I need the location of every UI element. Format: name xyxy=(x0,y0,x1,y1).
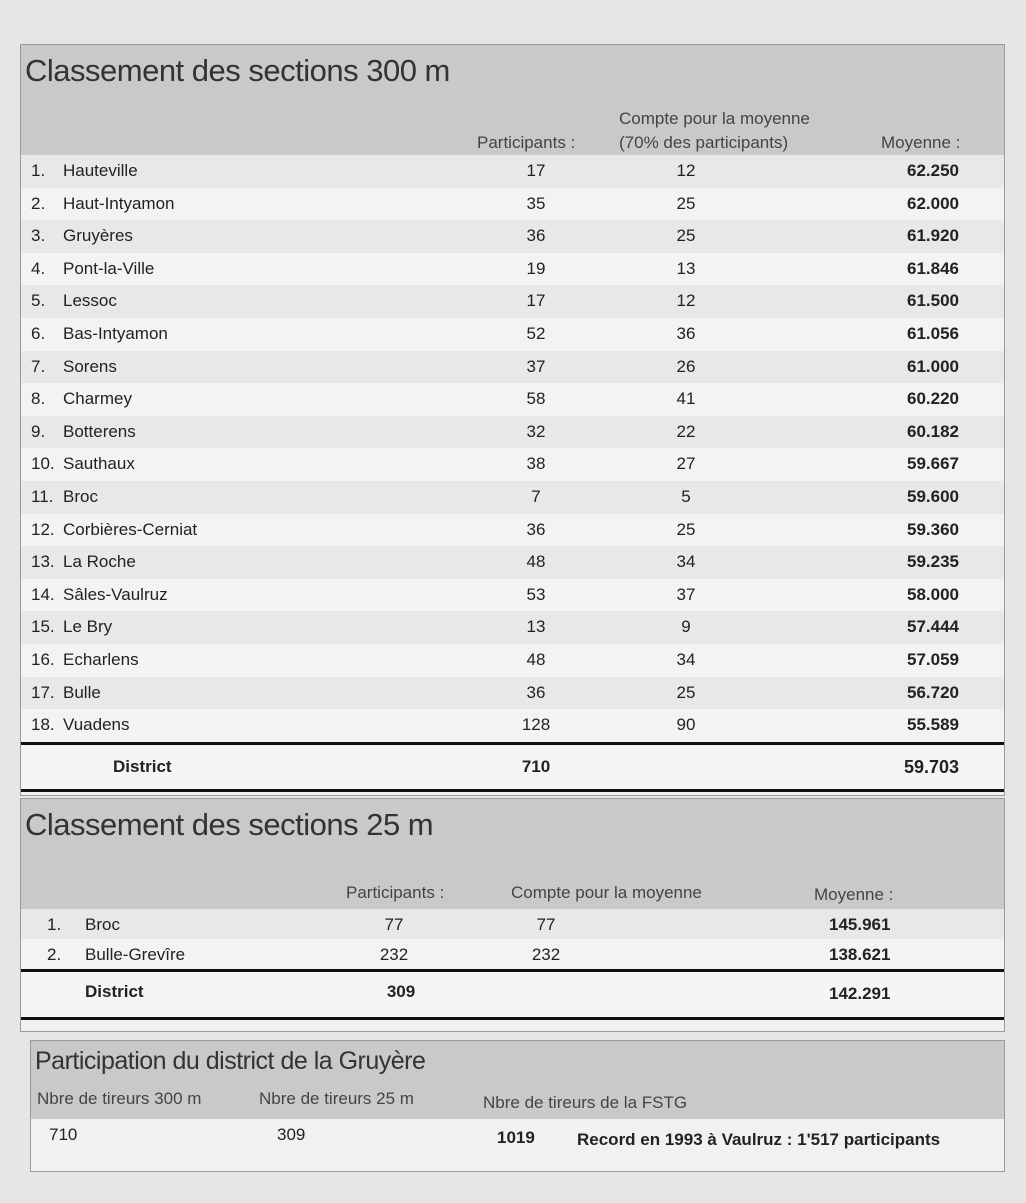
table-row xyxy=(21,939,1004,969)
col-participants: Participants : xyxy=(477,133,576,152)
cell-rank: 1. xyxy=(47,915,62,934)
cell-participants: 19 xyxy=(526,258,546,278)
district-moyenne: 59.703 xyxy=(903,756,959,777)
cell-moyenne: 58.000 xyxy=(907,584,959,604)
cell-section-name: Corbières-Cerniat xyxy=(63,519,198,539)
participation-table xyxy=(30,1040,1005,1172)
value-25m: 309 xyxy=(277,1125,306,1144)
cell-section-name: Broc xyxy=(63,486,98,506)
cell-moyenne: 62.250 xyxy=(907,161,959,180)
table-row xyxy=(21,383,1004,416)
district-row xyxy=(21,742,1004,792)
cell-rank: 16. xyxy=(31,649,55,669)
table-row xyxy=(21,351,1004,384)
cell-rank: 4. xyxy=(31,258,46,278)
table-row xyxy=(21,909,1004,939)
table-header xyxy=(21,45,1004,155)
cell-moyenne: 60.220 xyxy=(907,389,959,409)
cell-moyenne: 61.920 xyxy=(907,226,959,246)
cell-participants: 77 xyxy=(384,915,404,934)
cell-rank: 6. xyxy=(31,323,46,343)
cell-moyenne: 138.621 xyxy=(829,945,891,964)
cell-section-name: Vuadens xyxy=(63,715,130,735)
cell-section-name: Charmey xyxy=(63,389,132,409)
cell-moyenne: 57.059 xyxy=(907,649,959,669)
table-row xyxy=(21,416,1004,449)
cell-participants: 36 xyxy=(526,682,546,702)
table-row xyxy=(21,611,1004,644)
cell-section-name: Pont-la-Ville xyxy=(63,258,155,278)
cell-rank: 5. xyxy=(31,291,46,311)
cell-compte: 232 xyxy=(531,945,561,964)
table-row xyxy=(21,448,1004,481)
cell-rank: 9. xyxy=(31,421,46,441)
cell-section-name: Bulle xyxy=(63,682,101,702)
district-moyenne: 142.291 xyxy=(829,984,891,1003)
cell-participants: 7 xyxy=(531,486,541,506)
value-300m: 710 xyxy=(49,1125,78,1144)
cell-moyenne: 60.182 xyxy=(907,421,959,441)
col-moyenne: Moyenne : xyxy=(814,885,894,904)
cell-compte: 26 xyxy=(676,356,696,376)
section-title: Classement des sections 25 m xyxy=(25,807,434,842)
cell-participants: 36 xyxy=(526,226,546,246)
value-fstg: 1019 xyxy=(497,1128,535,1147)
cell-participants: 128 xyxy=(521,715,551,735)
col-fstg: Nbre de tireurs de la FSTG xyxy=(483,1093,688,1112)
cell-moyenne: 61.000 xyxy=(907,356,959,376)
cell-section-name: Sâles-Vaulruz xyxy=(63,584,168,604)
table-body xyxy=(21,155,1004,742)
cell-participants: 37 xyxy=(526,356,546,376)
col-participants: Participants : xyxy=(346,883,445,902)
cell-compte: 25 xyxy=(676,193,696,213)
table-row xyxy=(21,285,1004,318)
cell-participants: 13 xyxy=(526,617,546,637)
cell-compte: 5 xyxy=(681,486,691,506)
record-note: Record en 1993 à Vaulruz : 1'517 participants xyxy=(577,1130,941,1149)
table-row xyxy=(21,579,1004,612)
cell-participants: 17 xyxy=(526,291,546,311)
ranking-300m-table xyxy=(20,44,1005,796)
cell-moyenne: 145.961 xyxy=(829,915,891,934)
cell-compte: 22 xyxy=(676,421,696,441)
cell-rank: 12. xyxy=(31,519,55,539)
table-header xyxy=(21,799,1004,909)
district-participants: 710 xyxy=(521,756,551,776)
district-participants: 309 xyxy=(386,982,416,1001)
cell-rank: 2. xyxy=(31,193,46,213)
cell-moyenne: 62.000 xyxy=(907,193,959,213)
cell-compte: 34 xyxy=(676,552,696,572)
cell-participants: 36 xyxy=(526,519,546,539)
cell-compte: 34 xyxy=(676,649,696,669)
cell-section-name: Bulle-Grevîre xyxy=(85,945,186,964)
section-title: Classement des sections 300 m xyxy=(25,53,450,88)
cell-compte: 37 xyxy=(676,584,696,604)
cell-section-name: Botterens xyxy=(63,421,136,441)
cell-compte: 25 xyxy=(676,226,696,246)
cell-compte: 12 xyxy=(676,291,696,311)
cell-rank: 7. xyxy=(31,356,46,376)
table-row xyxy=(21,220,1004,253)
district-label: District xyxy=(113,756,172,776)
table-row xyxy=(21,677,1004,710)
district-label: District xyxy=(85,982,144,1001)
cell-participants: 17 xyxy=(526,161,546,180)
cell-moyenne: 61.500 xyxy=(907,291,959,311)
cell-moyenne: 59.235 xyxy=(907,552,959,572)
table-row xyxy=(21,155,1004,188)
district-row xyxy=(21,969,1004,1020)
cell-section-name: Haut-Intyamon xyxy=(63,193,175,213)
cell-section-name: Le Bry xyxy=(63,617,113,637)
table-row xyxy=(21,253,1004,286)
cell-participants: 53 xyxy=(526,584,546,604)
cell-moyenne: 61.846 xyxy=(907,258,959,278)
table-row xyxy=(21,481,1004,514)
col-compte-sub: (70% des participants) xyxy=(619,133,789,152)
table-header xyxy=(31,1041,1004,1119)
cell-compte: 9 xyxy=(681,617,691,637)
cell-participants: 232 xyxy=(379,945,409,964)
cell-participants: 48 xyxy=(526,552,546,572)
col-compte: Compte pour la moyenne xyxy=(511,883,702,902)
cell-moyenne: 61.056 xyxy=(907,323,959,343)
cell-section-name: La Roche xyxy=(63,552,136,572)
cell-compte: 13 xyxy=(676,258,696,278)
cell-participants: 52 xyxy=(526,323,546,343)
cell-section-name: Echarlens xyxy=(63,649,139,669)
cell-moyenne: 57.444 xyxy=(907,617,959,637)
participation-row xyxy=(31,1119,1004,1171)
cell-rank: 17. xyxy=(31,682,55,702)
cell-compte: 27 xyxy=(676,454,696,474)
cell-rank: 11. xyxy=(31,486,54,506)
cell-compte: 90 xyxy=(676,715,696,735)
col-300m: Nbre de tireurs 300 m xyxy=(37,1089,202,1108)
cell-section-name: Sorens xyxy=(63,356,117,376)
cell-rank: 3. xyxy=(31,226,46,246)
cell-section-name: Bas-Intyamon xyxy=(63,323,168,343)
cell-participants: 48 xyxy=(526,649,546,669)
col-compte: Compte pour la moyenne xyxy=(619,109,810,128)
cell-rank: 8. xyxy=(31,389,46,409)
cell-moyenne: 56.720 xyxy=(907,682,959,702)
cell-section-name: Hauteville xyxy=(63,161,138,180)
cell-compte: 25 xyxy=(676,682,696,702)
table-body xyxy=(21,909,1004,969)
table-row xyxy=(21,709,1004,742)
cell-section-name: Gruyères xyxy=(63,226,133,246)
cell-rank: 1. xyxy=(31,161,46,180)
cell-compte: 12 xyxy=(676,161,696,180)
cell-rank: 13. xyxy=(31,552,55,572)
cell-participants: 32 xyxy=(526,421,546,441)
cell-rank: 14. xyxy=(31,584,55,604)
section-title: Participation du district de la Gruyère xyxy=(35,1047,426,1075)
cell-section-name: Broc xyxy=(85,915,120,934)
cell-moyenne: 59.360 xyxy=(907,519,959,539)
cell-rank: 2. xyxy=(47,945,62,964)
cell-moyenne: 55.589 xyxy=(907,715,959,735)
cell-compte: 77 xyxy=(536,915,556,934)
ranking-25m-table xyxy=(20,798,1005,1032)
cell-moyenne: 59.667 xyxy=(907,454,959,474)
cell-compte: 25 xyxy=(676,519,696,539)
col-25m: Nbre de tireurs 25 m xyxy=(259,1089,414,1108)
table-row xyxy=(21,318,1004,351)
cell-participants: 38 xyxy=(526,454,546,474)
table-row xyxy=(21,546,1004,579)
cell-moyenne: 59.600 xyxy=(907,486,959,506)
cell-rank: 15. xyxy=(31,617,55,637)
col-moyenne: Moyenne : xyxy=(881,133,961,152)
cell-rank: 18. xyxy=(31,715,55,735)
cell-compte: 41 xyxy=(676,389,696,409)
cell-compte: 36 xyxy=(676,323,696,343)
table-row xyxy=(21,644,1004,677)
cell-section-name: Sauthaux xyxy=(63,454,135,474)
cell-participants: 35 xyxy=(526,193,546,213)
cell-section-name: Lessoc xyxy=(63,291,117,311)
cell-participants: 58 xyxy=(526,389,546,409)
table-row xyxy=(21,188,1004,221)
table-row xyxy=(21,514,1004,547)
cell-rank: 10. xyxy=(31,454,55,474)
